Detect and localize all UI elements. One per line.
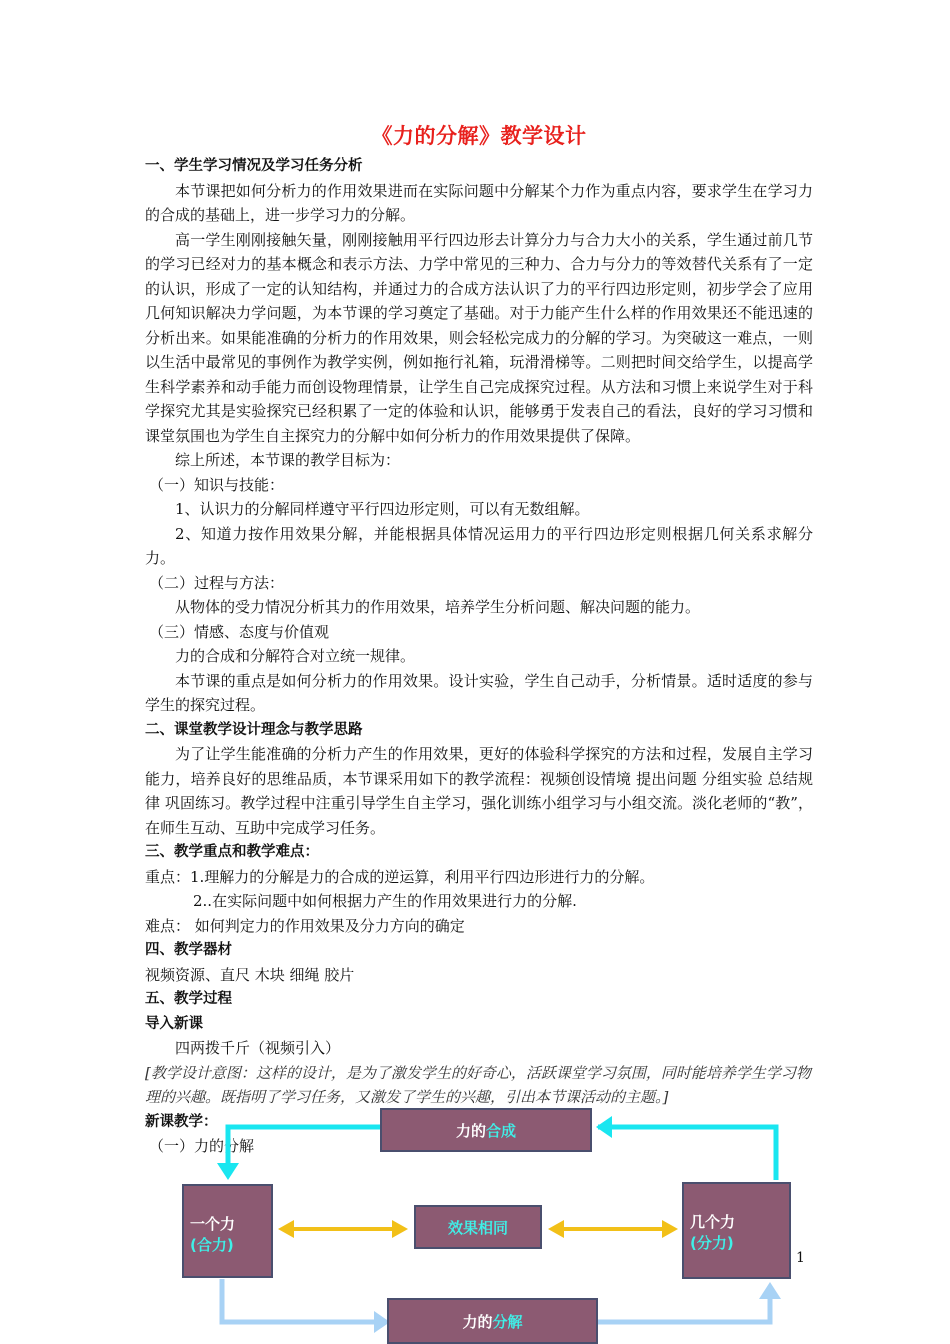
document-body <box>145 118 813 1159</box>
goal-1-item-1: 1、认识力的分解同样遵守平行四边形定则，可以有无数组解。 <box>175 500 590 518</box>
composition-label-1: 力的 <box>455 1121 486 1140</box>
section-1-paragraph-1: 本节课把如何分析力的作用效果进而在实际问题中分解某个力作为重点内容，要求学生在学习力的合成的基础上，进一步学习力的分解。 <box>145 181 813 224</box>
difficulty: 难点： 如何判定力的作用效果及分力方向的确定 <box>145 916 465 935</box>
section-4-heading: 四、教学器材 <box>145 942 232 958</box>
composition-label-2: 合成 <box>486 1121 517 1140</box>
section-5-heading: 五、教学过程 <box>145 991 232 1007</box>
goal-2-heading: （二）过程与方法： <box>149 573 285 592</box>
single-force-label: 一个力 <box>190 1215 236 1233</box>
intro-text: 四两拨千斤（视频引入） <box>175 1039 341 1057</box>
intro-heading: 导入新课 <box>145 1015 203 1032</box>
same-effect-box: 效果相同 <box>414 1205 542 1249</box>
bottom-arrow-head-up <box>759 1282 781 1299</box>
subsection-1-heading: （一）力的分解 <box>149 1137 255 1155</box>
section-1-paragraph-2: 高一学生刚刚接触矢量，刚刚接触用平行四边形去计算分力与合力大小的关系，学生通过前几节的学习已经对力的基本概念和表示方法、力学中常见的三种力、合力与分力的等效替代关系有了一定的认识，形成了一定的认知结构，并通过力的合成方法认识了力的平行四边形定则，初步学会了应用几何知识解决力学问题，为本节课的学习奠定了基础。对于力能产生什么样的作用效果还不能迅速的分析出来。如果能准确的分析力的作用效果，则会轻松完成力的分解的学习。为突破这一难点，一则以生活中最常见的事例作为教学实例，例如拖行礼箱，玩滑滑梯等。二则把时间交给学生，以提高学生科学素养和动手能力而创设物理情景，让学生自己完成探究过程。从方法和习惯上来说学生对于科学探究尤其是实验探究已经积累了一定的体验和认识，能够勇于发表自己的看法，良好的学习习惯和课堂氛围也为学生自主探究力的分解中如何分析力的作用效果提供了保障。 <box>145 230 813 445</box>
multiple-forces-box <box>682 1182 791 1279</box>
multiple-forces-label: 几个力 <box>690 1213 736 1231</box>
key-point-2: 2..在实际问题中如何根据力产生的作用效果进行力的分解. <box>193 892 577 910</box>
section-1-paragraph-3: 综上所述，本节课的教学目标为： <box>175 451 401 469</box>
decomposition-label-1: 力的 <box>462 1312 493 1331</box>
bottom-arrow-left-segment <box>222 1279 378 1322</box>
decomposition-label-2: 分解 <box>492 1312 523 1331</box>
document-title: 《力的分解》教学设计 <box>371 123 587 148</box>
single-force-box <box>182 1184 273 1278</box>
goal-1-item-2: 2、知道力按作用效果分解，并能根据具体情况运用力的平行四边形定则根据几何关系求解分力。 <box>145 524 813 567</box>
goal-2-item-1: 从物体的受力情况分析其力的作用效果，培养学生分析问题、解决问题的能力。 <box>175 598 701 616</box>
bottom-arrow-right-segment <box>598 1294 770 1322</box>
goal-3-heading: （三）情感、态度与价值观 <box>149 622 330 641</box>
key-point-1: 重点：1.理解力的分解是力的合成的逆运算，利用平行四边形进行力的分解。 <box>145 867 655 886</box>
resultant-composition-box <box>380 1108 592 1152</box>
component-forces-label: (分力) <box>690 1234 734 1252</box>
design-intent: [教学设计意图：这样的设计，是为了激发学生的好奇心，活跃课堂学习氛围，同时能培养学生学习物理的兴趣。既指明了学习任务，又激发了学生的兴趣，引出本节课活动的主题。] <box>145 1063 811 1106</box>
top-arrow-head-down <box>217 1163 239 1180</box>
page-number: 1 <box>796 1250 805 1266</box>
section-1-paragraph-4: 本节课的重点是如何分析力的作用效果。设计实验，学生自己动手，分析情景。适时适度的参与学生的探究过程。 <box>145 671 813 714</box>
resultant-force-label: (合力) <box>190 1236 234 1254</box>
goal-3-item-1: 力的合成和分解符合对立统一规律。 <box>175 647 416 665</box>
section-2-paragraph-1: 为了让学生能准确的分析力产生的作用效果，更好的体验科学探究的方法和过程，发展自主学习能力，培养良好的思维品质，本节课采用如下的教学流程：视频创设情境 提出问题 分组实验 总结规律 巩固练习。教学过程中注重引导学生自主学习，强化训练小组学习与小组交流。淡化老师的“教”，在师生互动、互助中完成学习任务。 <box>145 745 813 837</box>
section-1-heading: 一、学生学习情况及学习任务分析 <box>145 158 363 174</box>
new-lesson-heading: 新课教学： <box>145 1113 218 1130</box>
section-2-heading: 二、课堂教学设计理念与教学思路 <box>145 721 363 738</box>
force-decomposition-box <box>387 1298 598 1344</box>
equipment-list: 视频资源、直尺 木块 细绳 胶片 <box>145 965 355 984</box>
goal-1-heading: （一）知识与技能： <box>149 475 285 494</box>
section-3-heading: 三、教学重点和教学难点： <box>145 844 319 860</box>
